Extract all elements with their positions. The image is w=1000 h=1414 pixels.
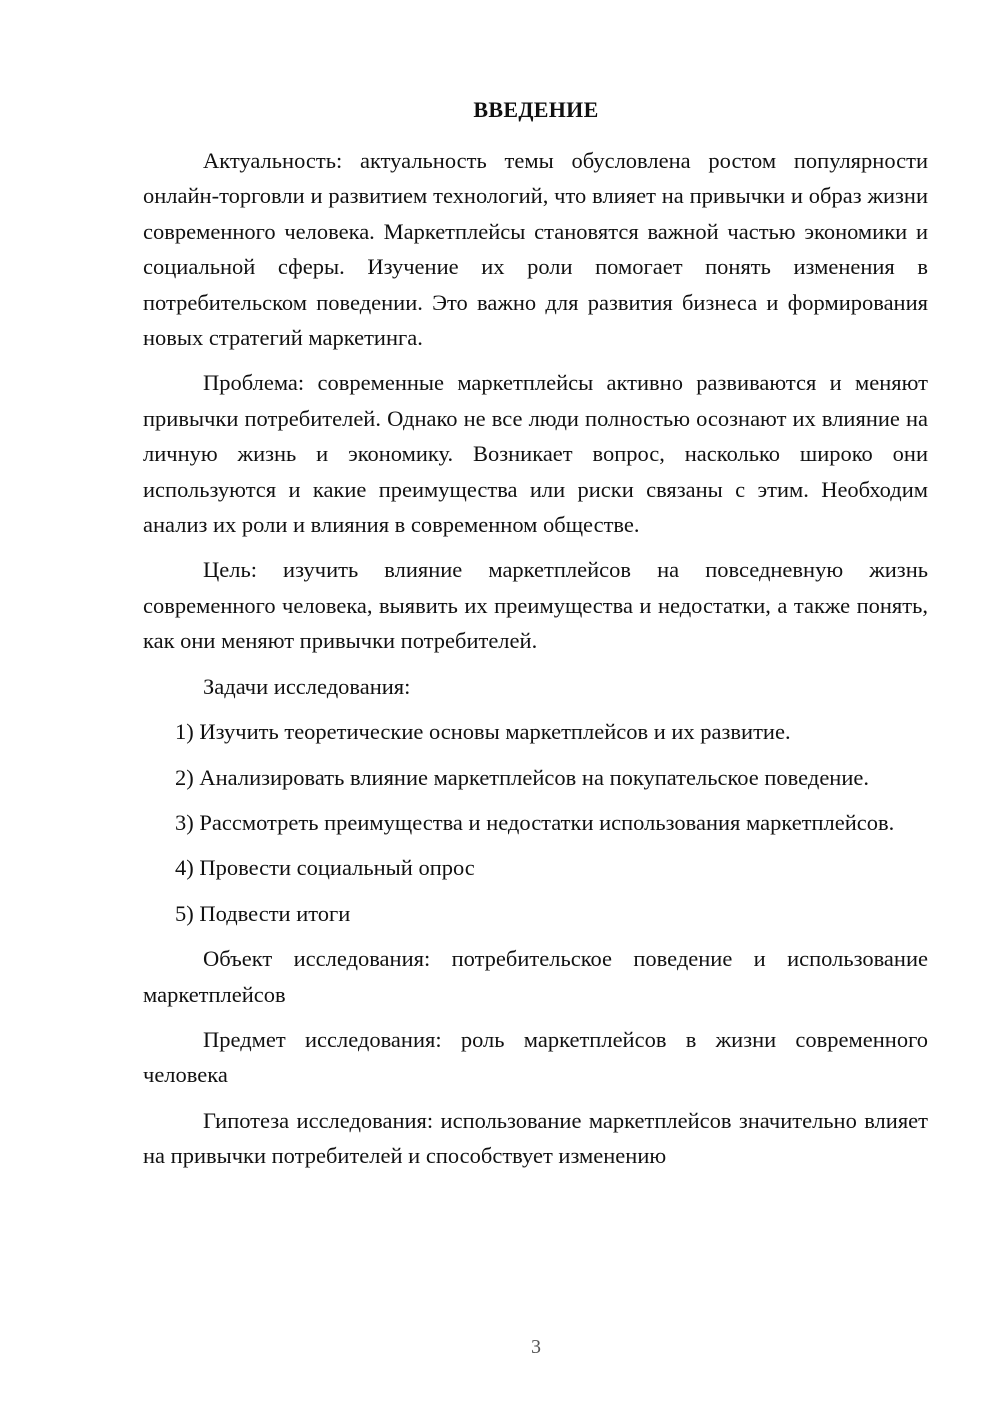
task-item-1: 1) Изучить теоретические основы маркетплейсов и их развитие. xyxy=(175,719,791,745)
paragraph-problem: Проблема: современные маркетплейсы активно развиваются и меняют привычки потребителей. Однако не все люди полностью осознают их влияние на личную жизнь и экономику. Возникает вопрос, насколько широко они используются и какие преимущества или риски связаны с этим. Необходим анализ их роли и влияния в современном обществе. xyxy=(143,370,928,538)
paragraph-relevance: Актуальность: актуальность темы обусловлена ростом популярности онлайн-торговли и развитием технологий, что влияет на привычки и образ жизни современного человека. Маркетплейсы становятся важной частью экономики и социальной сферы. Изучение их роли помогает понять изменения в потребительском поведении. Это важно для развития бизнеса и формирования новых стратегий маркетинга. xyxy=(143,148,928,351)
page-number: 3 xyxy=(531,1336,541,1358)
task-item-4: 4) Провести социальный опрос xyxy=(175,855,475,881)
paragraph-goal: Цель: изучить влияние маркетплейсов на повседневную жизнь современного человека, выявить их преимущества и недостатки, а также понять, как они меняют привычки потребителей. xyxy=(143,557,928,654)
task-item-2: 2) Анализировать влияние маркетплейсов на покупательское поведение. xyxy=(175,764,869,790)
document-body xyxy=(143,143,928,1184)
paragraph-tasks-heading: Задачи исследования: xyxy=(203,673,411,699)
paragraph-hypothesis: Гипотеза исследования: использование маркетплейсов значительно влияет на привычки потребителей и способствует изменению xyxy=(143,1107,928,1169)
paragraph-object: Объект исследования: потребительское поведение и использование маркетплейсов xyxy=(143,946,928,1007)
task-item-5: 5) Подвести итоги xyxy=(175,900,351,926)
paragraph-subject: Предмет исследования: роль маркетплейсов в жизни современного человека xyxy=(143,1026,928,1088)
section-heading: ВВЕДЕНИЕ xyxy=(473,97,599,122)
task-item-3: 3) Рассмотреть преимущества и недостатки использования маркетплейсов. xyxy=(175,809,895,835)
